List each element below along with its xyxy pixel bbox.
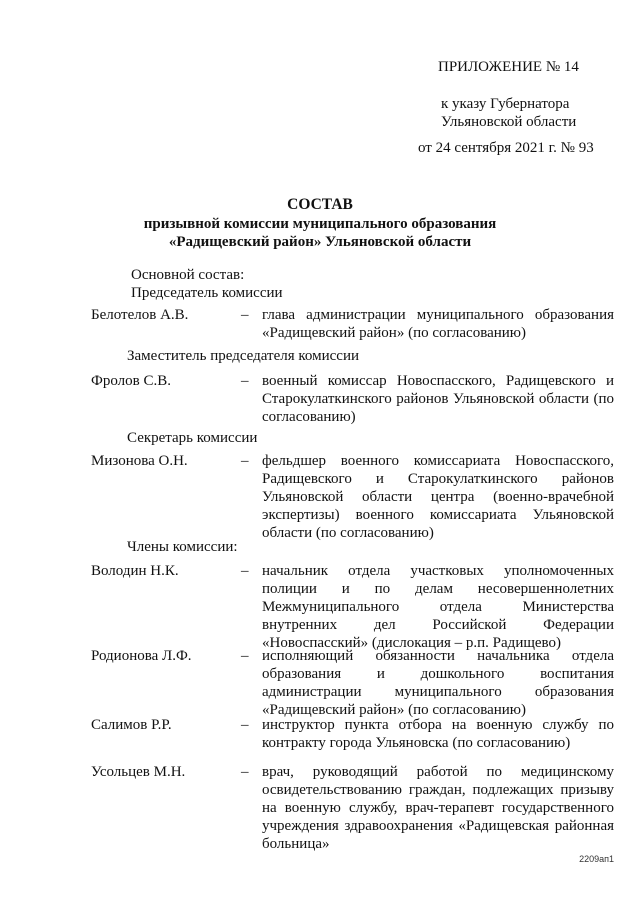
member-name: Усольцев М.Н. xyxy=(91,764,186,780)
document-subtitle-line-1: призывной комиссии муниципального образования xyxy=(143,216,497,232)
member-name: Фролов С.В. xyxy=(91,373,171,389)
member-name: Салимов Р.Р. xyxy=(91,717,172,733)
member-role: военный комиссар Новоспасского, Радищевского и Старокулаткинского районов Ульяновской области (по согласованию) xyxy=(262,373,614,425)
section-chairman: Председатель комиссии xyxy=(131,285,283,301)
member-name: Мизонова О.Н. xyxy=(91,453,188,469)
member-role: врач, руководящий работой по медицинскому освидетельствованию граждан, подлежащих призыву на военную службу, врач-терапевт государственного учреждения здравоохранения «Радищевская районная больница» xyxy=(262,764,614,852)
member-name: Володин Н.К. xyxy=(91,563,179,579)
decree-reference xyxy=(441,95,601,131)
decree-date: от 24 сентября 2021 г. № 93 xyxy=(418,140,594,156)
decree-line-1: к указу Губернатора xyxy=(441,96,570,112)
member-role: начальник отдела участковых уполномоченных полиции и по делам несовершеннолетних Межмуниципального отдела Министерства внутренних дел Российской Федерации «Новоспасский» (дислокация – р.п. Радищево) xyxy=(262,563,614,651)
document-subtitle-line-2: «Радищевский район» Ульяновской области xyxy=(168,234,472,250)
member-role: глава администрации муниципального образования «Радищевский район» (по согласованию) xyxy=(262,307,614,341)
dash-separator: – xyxy=(241,307,249,323)
section-members: Члены комиссии: xyxy=(127,539,238,555)
document-title: СОСТАВ xyxy=(287,196,353,213)
dash-separator: – xyxy=(241,453,249,469)
section-secretary: Секретарь комиссии xyxy=(127,430,258,446)
member-name: Родионова Л.Ф. xyxy=(91,648,192,664)
member-role: инструктор пункта отбора на военную службу по контракту города Ульяновска (по согласованию) xyxy=(262,717,614,751)
member-role: исполняющий обязанности начальника отдела образования и дошкольного воспитания администрации муниципального образования «Радищевский район» (по согласованию) xyxy=(262,648,614,718)
dash-separator: – xyxy=(241,373,249,389)
dash-separator: – xyxy=(241,717,249,733)
decree-line-2: Ульяновской области xyxy=(441,114,577,130)
appendix-number: ПРИЛОЖЕНИЕ № 14 xyxy=(438,59,579,75)
dash-separator: – xyxy=(241,563,249,579)
member-name: Белотелов А.В. xyxy=(91,307,189,323)
dash-separator: – xyxy=(241,648,249,664)
section-deputy: Заместитель председателя комиссии xyxy=(127,348,360,364)
dash-separator: – xyxy=(241,764,249,780)
document-code: 2209ап1 xyxy=(579,854,614,864)
section-main-composition: Основной состав: xyxy=(131,267,245,283)
member-role: фельдшер военного комиссариата Новоспасского, Радищевского и Старокулаткинского районов Ульяновской области центра (военно-врачебной экспертизы) военного комиссариата Ульяновской области (по согласованию) xyxy=(262,453,614,541)
